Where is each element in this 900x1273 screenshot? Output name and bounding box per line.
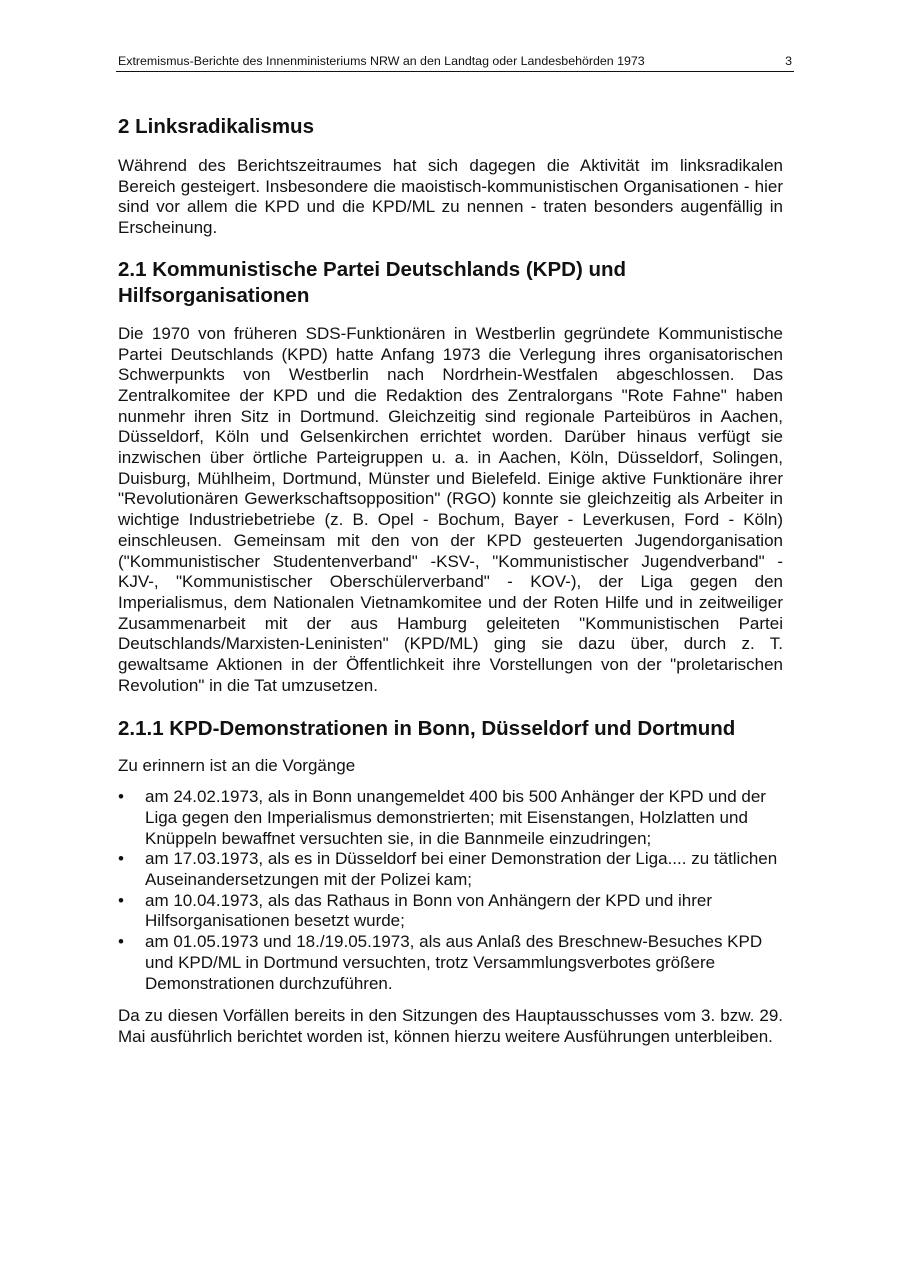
bullet-icon: • (118, 932, 124, 952)
section-heading-2: 2 Linksradikalismus (118, 115, 314, 138)
header-title: Extremismus-Berichte des Innenministeriums NRW an den Landtag oder Landesbehörden 1973 (118, 54, 645, 68)
section-2-1-1-intro: Zu erinnern ist an die Vorgänge (118, 756, 356, 776)
page-number: 3 (785, 54, 792, 68)
bullet-icon: • (118, 787, 124, 807)
section-2-1-paragraph: Die 1970 von früheren SDS-Funktionären in Westberlin gegründete Kommunistische Partei Deutschlands (KPD) hatte Anfang 1973 die Verlegung ihres organisatorischen Schwerpunkts von Westberlin nach Nordrhein-Westfalen abgeschlossen. Das Zentralkomitee der KPD und die Redaktion des Zentralorgans "Rote Fahne" haben nunmehr ihren Sitz in Dortmund. Gleichzeitig sind regionale Parteibüros in Aachen, Düsseldorf, Köln und Gelsenkirchen errichtet worden. Darüber hinaus verfügt sie inzwischen über örtliche Parteigruppen u. a. in Aachen, Köln, Düsseldorf, Solingen, Duisburg, Mühlheim, Dortmund, Münster und Bielefeld. Einige aktive Funktionäre ihrer "Revolutionären Gewerkschaftsopposition" (RGO) konnte sie gleichzeitig als Arbeiter in wichtige Industriebetriebe (z. B. Opel - Bochum, Bayer - Leverkusen, Ford - Köln) einschleusen. Gemeinsam mit den von der KPD gesteuerten Jugendorganisation ("Kommunistischer Studentenverband" -KSV-, "Kommunistischer Jugendverband" -KJV-, "Kommunistischer Oberschülerverband" - KOV-), der Liga gegen den Imperialismus, dem Nationalen Vietnamkomitee und der Roten Hilfe und in zeitweiliger Zusammenarbeit mit der aus Hamburg geleiteten "Kommunistischen Partei Deutschlands/Marxisten-Leninisten" (KPD/ML) ging sie dazu über, durch z. T. gewaltsame Aktionen in der Öffentlichkeit ihre Vorstellungen von der "proletarischen Revolution" in die Tat umzusetzen. (118, 323, 783, 695)
event-list (118, 787, 783, 994)
section-heading-2-1-1: 2.1.1 KPD-Demonstrationen in Bonn, Düsseldorf und Dortmund (118, 717, 736, 741)
list-item-text: am 17.03.1973, als es in Düsseldorf bei einer Demonstration der Liga.... zu tätlichen Auseinandersetzungen mit der Polizei kam; (145, 849, 778, 889)
list-item-text: am 24.02.1973, als in Bonn unangemeldet 400 bis 500 Anhänger der KPD und der Liga gegen den Imperialismus demonstrierten; mit Eisenstangen, Holzlatten und Knüppeln bewaffnet versuchten sie, in die Bannmeile einzudringen; (145, 787, 766, 848)
running-header (116, 53, 794, 72)
list-item-text: am 10.04.1973, als das Rathaus in Bonn von Anhängern der KPD und ihrer Hilfsorganisationen besetzt wurde; (145, 890, 713, 931)
bullet-icon: • (118, 890, 124, 910)
list-item (118, 849, 783, 890)
document-body (118, 114, 783, 1048)
section-2-1-1-closing: Da zu diesen Vorfällen bereits in den Sitzungen des Hauptausschusses vom 3. bzw. 29. Mai ausführlich berichtet worden ist, können hierzu weitere Ausführungen unterbleiben. (118, 1006, 783, 1046)
list-item (118, 932, 783, 994)
bullet-icon: • (118, 849, 124, 869)
list-item (118, 787, 783, 849)
list-item (118, 891, 783, 932)
section-heading-2-1: 2.1 Kommunistische Partei Deutschlands (KPD) und Hilfsorganisationen (118, 257, 627, 307)
list-item-text: am 01.05.1973 und 18./19.05.1973, als aus Anlaß des Breschnew-Besuches KPD und KPD/ML in Dortmund versuchten, trotz Versammlungsverbotes größere Demonstrationen durchzuführen. (145, 932, 763, 993)
section-2-paragraph: Während des Berichtszeitraumes hat sich dagegen die Aktivität im linksradikalen Bereich gesteigert. Insbesondere die maoistisch-kommunistischen Organisationen - hier sind vor allem die KPD und die KPD/ML zu nennen - traten besonders augenfällig in Erscheinung. (118, 156, 783, 238)
